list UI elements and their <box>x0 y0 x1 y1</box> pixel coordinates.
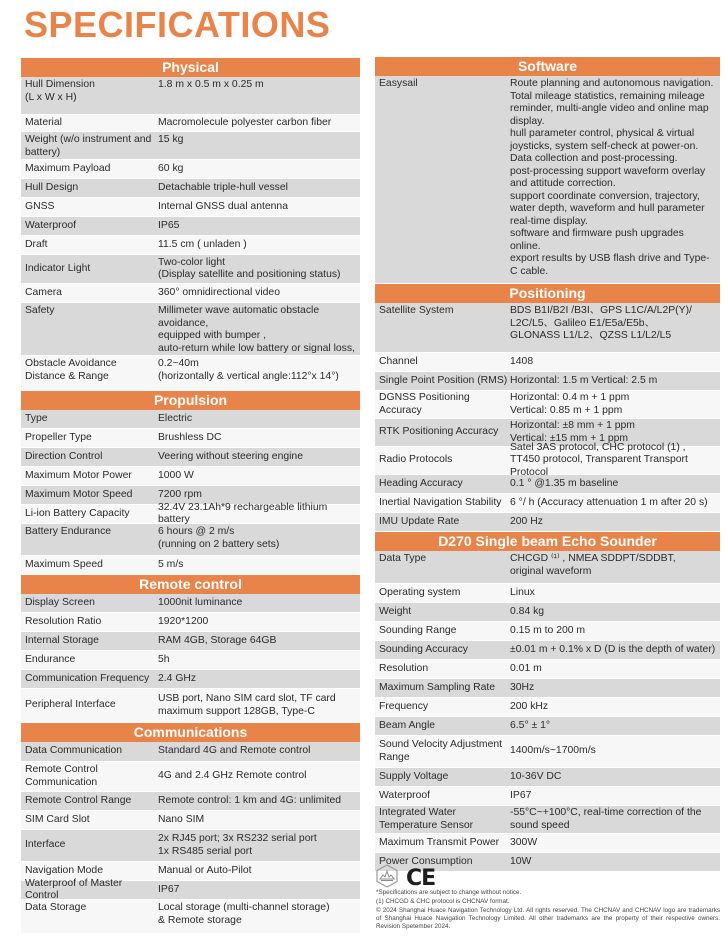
spec-row <box>21 160 360 179</box>
spec-value: Veering without steering engine <box>158 450 303 462</box>
spec-value: Route planning and autonomous navigation. Total mileage statistics, remaining mileage reminder, multi-angle video and online map display. hull parameter control, physical & virtual joysticks, system self-check at power-on. Data collection and post-processing. post-processing support waveform overlay and attitude correction. support coordinate conversion, trajectory, water depth, waveform and hull parameter real-time display. software and firmware push upgrades online. export results by USB flash drive and Type-C cable. <box>510 78 714 277</box>
spec-label: Camera <box>25 286 62 298</box>
spec-value: 1.8 m x 0.5 m x 0.25 m <box>158 79 264 90</box>
spec-row <box>21 742 360 762</box>
spec-label: Maximum Motor Power <box>25 469 132 481</box>
spec-row <box>21 429 360 448</box>
spec-value: IP67 <box>158 883 180 895</box>
spec-row <box>21 689 360 723</box>
spec-label: Resolution Ratio <box>25 615 102 627</box>
spec-label: Data Storage <box>25 902 87 913</box>
spec-row <box>375 787 720 806</box>
section-physical <box>21 58 360 391</box>
spec-value: 1408 <box>510 355 534 367</box>
spec-row <box>21 651 360 670</box>
spec-value: 0.1 ° @1.35 m baseline <box>510 477 619 489</box>
spec-row <box>21 632 360 651</box>
spec-value: 1000 W <box>158 469 194 481</box>
spec-value: 0.15 m to 200 m <box>510 624 586 636</box>
spec-value: CHCGD ⁽¹⁾ , NMEA SDDPT/SDDBT, original waveform <box>510 553 676 577</box>
spec-label: Beam Angle <box>379 719 436 731</box>
spec-row <box>21 410 360 429</box>
spec-value: 0.2~40m (horizontally & vertical angle:112°x 14°) <box>158 358 339 382</box>
spec-row <box>375 768 720 787</box>
spec-row <box>375 584 720 603</box>
spec-label: RTK Positioning Accuracy <box>379 426 499 438</box>
spec-value: Standard 4G and Remote control <box>158 745 311 757</box>
spec-value: IP65 <box>158 219 180 231</box>
spec-value: 32.4V 23.1Ah*9 rechargeable lithium battery <box>158 501 328 525</box>
spec-label: Peripheral Interface <box>25 699 116 711</box>
spec-row <box>375 736 720 768</box>
spec-label: Maximum Motor Speed <box>25 488 133 500</box>
spec-value: -55°C~+100°C, real-time correction of the sound speed <box>510 807 702 831</box>
spec-label: Waterproof <box>379 789 431 801</box>
spec-label: Propeller Type <box>25 431 92 443</box>
spec-label: Maximum Sampling Rate <box>379 681 496 693</box>
section-communications <box>21 723 360 934</box>
spec-row <box>21 284 360 303</box>
spec-label: Supply Voltage <box>379 770 449 782</box>
spec-value: 2x RJ45 port; 3x RS232 serial port 1x RS485 serial port <box>158 833 317 857</box>
spec-value: Local storage (multi-channel storage) & Remote storage <box>158 902 330 926</box>
disclaimer-note: *Specifications are subject to change without notice. <box>376 889 522 896</box>
spec-value: 200 kHz <box>510 700 549 712</box>
spec-value: 11.5 cm ( unladen ) <box>158 238 247 250</box>
spec-value: 1000nit luminance <box>158 596 243 608</box>
spec-row <box>375 353 720 372</box>
spec-label: Radio Protocols <box>379 454 453 466</box>
right-spec-column <box>375 57 720 872</box>
spec-value: Electric <box>158 412 193 424</box>
spec-value: Millimeter wave automatic obstacle avoidance, equipped with bumper , auto-return while low battery or signal loss, <box>158 305 355 354</box>
spec-label: Display Screen <box>25 596 95 608</box>
spec-label: GNSS <box>25 200 55 212</box>
spec-label: Endurance <box>25 653 76 665</box>
spec-value: 6 °/ h (Accuracy attenuation 1 m after 20 s) <box>510 496 708 508</box>
section-software <box>375 57 720 284</box>
spec-label: Waterproof of Master Control <box>25 877 123 901</box>
spec-row <box>21 877 360 901</box>
section-header: Communications <box>21 723 360 742</box>
spec-value: Internal GNSS dual antenna <box>158 200 288 212</box>
spec-value: IP67 <box>510 789 532 801</box>
section-header: Physical <box>21 58 360 77</box>
spec-value: 15 kg <box>158 134 184 145</box>
spec-label: Li-ion Battery Capacity <box>25 507 130 519</box>
spec-value: 30Hz <box>510 681 535 693</box>
spec-row <box>21 77 360 115</box>
section-header: D270 Single beam Echo Sounder <box>375 532 720 551</box>
spec-row <box>21 217 360 236</box>
spec-row <box>375 76 720 284</box>
spec-value: Horizontal: 1.5 m Vertical: 2.5 m <box>510 374 658 386</box>
spec-row <box>21 501 360 525</box>
spec-row <box>375 834 720 853</box>
spec-row <box>21 467 360 486</box>
spec-row <box>21 448 360 467</box>
spec-label: Weight <box>379 605 412 617</box>
spec-label: Sound Velocity Adjustment Range <box>379 739 503 763</box>
spec-label: Sounding Range <box>379 624 457 636</box>
spec-label: Material <box>25 116 62 128</box>
spec-label: Maximum Payload <box>25 162 111 174</box>
spec-value: Remote control: 1 km and 4G: unlimited <box>158 794 342 806</box>
spec-label: Maximum Transmit Power <box>379 836 500 848</box>
spec-label: Inertial Navigation Stability <box>379 496 502 508</box>
spec-value: Brushless DC <box>158 431 222 443</box>
spec-label: Type <box>25 412 48 424</box>
spec-label: Frequency <box>379 700 429 712</box>
spec-row <box>375 372 720 391</box>
spec-row <box>375 679 720 698</box>
spec-row <box>375 391 720 419</box>
spec-value: 300W <box>510 836 538 848</box>
spec-label: Power Consumption <box>379 855 473 867</box>
spec-row <box>21 811 360 830</box>
spec-row <box>375 551 720 584</box>
spec-label: Obstacle Avoidance Distance & Range <box>25 358 117 382</box>
spec-row <box>21 900 360 934</box>
spec-value: 6.5° ± 1° <box>510 719 551 731</box>
spec-row <box>21 524 360 556</box>
section-positioning <box>375 284 720 532</box>
spec-label: Internal Storage <box>25 634 99 646</box>
spec-row <box>375 641 720 660</box>
spec-label: Communication Frequency <box>25 672 150 684</box>
spec-label: Direction Control <box>25 450 103 462</box>
left-spec-column <box>21 58 360 934</box>
spec-value: 10-36V DC <box>510 770 562 782</box>
spec-label: Safety <box>25 305 55 316</box>
spec-row <box>21 179 360 198</box>
spec-row <box>375 717 720 736</box>
spec-row <box>21 830 360 862</box>
spec-value: USB port, Nano SIM card slot, TF card maximum support 128GB, Type-C <box>158 693 336 717</box>
spec-value: Nano SIM <box>158 813 205 825</box>
spec-label: Channel <box>379 355 418 367</box>
spec-label: Interface <box>25 839 66 851</box>
spec-value: 200 Hz <box>510 515 543 527</box>
spec-value: 0.01 m <box>510 662 542 674</box>
spec-label: Single Point Position (RMS) <box>379 374 508 386</box>
spec-value: 1920*1200 <box>158 615 209 627</box>
spec-label: Maximum Speed <box>25 558 103 570</box>
spec-label: Data Communication <box>25 745 123 757</box>
spec-row <box>375 494 720 513</box>
spec-label: Heading Accuracy <box>379 477 463 489</box>
spec-value: 5 m/s <box>158 558 184 570</box>
spec-label: Integrated Water Temperature Sensor <box>379 807 474 831</box>
spec-label: DGNSS Positioning Accuracy <box>379 392 470 416</box>
spec-label: Sounding Accuracy <box>379 643 468 655</box>
spec-label: Draft <box>25 238 48 250</box>
spec-row <box>375 698 720 717</box>
section-header: Propulsion <box>21 391 360 410</box>
spec-row <box>375 806 720 834</box>
spec-row <box>21 132 360 160</box>
spec-row <box>21 236 360 255</box>
spec-row <box>375 475 720 494</box>
spec-label: Remote Control Communication <box>25 764 98 788</box>
spec-row <box>375 441 720 478</box>
spec-label: Hull Design <box>25 181 79 193</box>
protocol-footnote: (1) CHCGD & CHC protocol is CHCNAV format. <box>376 898 510 905</box>
spec-value: Linux <box>510 586 535 598</box>
spec-value: Detachable triple-hull vessel <box>158 181 288 193</box>
spec-row <box>375 660 720 679</box>
spec-value: BDS B1I/B2I /B3I、GPS L1C/A/L2P(Y)/ L2C/L5、Galileo E1/E5a/E5b、 GLONASS L1/L2、QZSS L1/L2/L5 <box>510 305 692 341</box>
spec-label: Indicator Light <box>25 262 91 274</box>
spec-row <box>21 613 360 632</box>
spec-row <box>21 255 360 284</box>
spec-value: Horizontal: ±8 mm + 1 ppm Vertical: ±15 mm + 1 ppm <box>510 420 635 444</box>
section-header: Positioning <box>375 284 720 303</box>
page-title: SPECIFICATIONS <box>24 4 331 45</box>
spec-value: Satel 3AS protocol, CHC protocol (1) , TT450 protocol, Transparent Transport Protocol <box>510 441 688 478</box>
spec-row <box>375 622 720 641</box>
spec-value: 360° omnidirectional video <box>158 286 280 298</box>
spec-row <box>21 556 360 575</box>
spec-label: Resolution <box>379 662 429 674</box>
spec-label: Operating system <box>379 586 461 598</box>
spec-label: Easysail <box>379 78 418 89</box>
section-header: Remote control <box>21 575 360 594</box>
footer <box>376 889 720 932</box>
spec-label: Weight (w/o instrument and battery) <box>25 134 152 158</box>
spec-value: Horizontal: 0.4 m + 1 ppm Vertical: 0.85 m + 1 ppm <box>510 392 630 416</box>
spec-label: Satellite System <box>379 305 454 316</box>
spec-label: Waterproof <box>25 219 77 231</box>
section-d270-single-beam-echo-sounder <box>375 532 720 872</box>
spec-label: Hull Dimension (L x W x H) <box>25 79 95 103</box>
ce-mark-icon: CE <box>406 865 436 891</box>
spec-label: Remote Control Range <box>25 794 132 806</box>
spec-value: RAM 4GB, Storage 64GB <box>158 634 277 646</box>
spec-value: 7200 rpm <box>158 488 202 500</box>
spec-label: Data Type <box>379 553 427 564</box>
section-remote-control <box>21 575 360 723</box>
spec-value: 0.84 kg <box>510 605 545 617</box>
spec-value: ±0.01 m + 0.1% x D (D is the depth of water) <box>510 643 716 655</box>
spec-row <box>375 603 720 622</box>
spec-value: 10W <box>510 855 532 867</box>
spec-row <box>21 594 360 613</box>
spec-label: IMU Update Rate <box>379 515 460 527</box>
spec-value: Two-color light (Display satellite and positioning status) <box>158 256 341 280</box>
spec-row <box>375 513 720 532</box>
spec-row <box>21 303 360 356</box>
spec-value: 4G and 2.4 GHz Remote control <box>158 770 307 782</box>
copyright-text: © 2024 Shanghai Huace Navigation Technology Ltd. All rights reserved. The CHCNAV and CHCNAV logo are trademarks of Shanghai Huace Navigation Technology Limited. All other trademarks are the property of their respective owners. Revision Spetember 2024. <box>376 907 720 930</box>
spec-value: 5h <box>158 653 170 665</box>
spec-value: 2.4 GHz <box>158 672 197 684</box>
spec-row <box>21 356 360 391</box>
spec-label: Battery Endurance <box>25 526 112 537</box>
spec-row <box>21 670 360 689</box>
spec-value: 1400m/s~1700m/s <box>510 745 596 757</box>
spec-value: 6 hours @ 2 m/s (running on 2 battery sets) <box>158 526 280 550</box>
section-header: Software <box>375 57 720 76</box>
spec-label: SIM Card Slot <box>25 813 90 825</box>
spec-row <box>21 762 360 792</box>
spec-value: Macromolecule polyester carbon fiber <box>158 116 332 128</box>
spec-label: Navigation Mode <box>25 864 103 876</box>
spec-row <box>21 198 360 217</box>
spec-value: Manual or Auto-Pilot <box>158 864 252 876</box>
spec-row <box>375 303 720 353</box>
spec-row <box>21 115 360 132</box>
section-propulsion <box>21 391 360 575</box>
spec-value: 60 kg <box>158 162 184 174</box>
spec-row <box>21 792 360 811</box>
